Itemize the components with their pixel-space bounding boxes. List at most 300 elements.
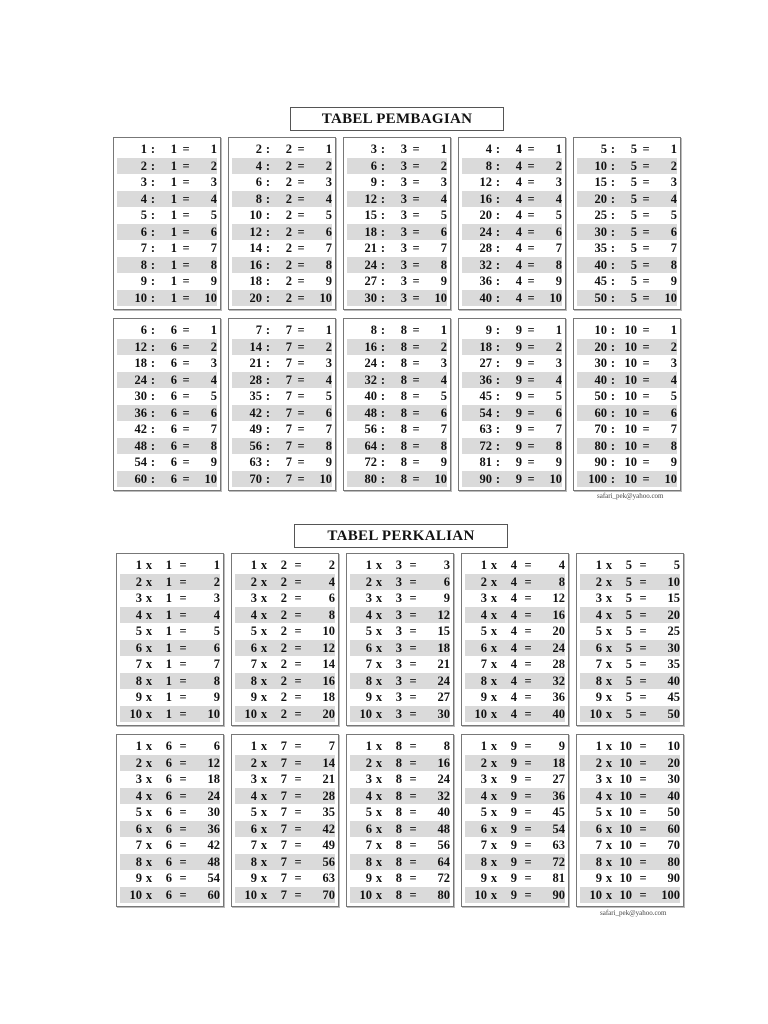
equals-sign: = bbox=[524, 640, 532, 655]
equals-sign: = bbox=[294, 838, 302, 852]
equals-sign: = bbox=[642, 208, 650, 222]
operand-a: 14 bbox=[249, 339, 262, 354]
result: 10 bbox=[204, 471, 217, 486]
equals-sign: = bbox=[639, 640, 647, 655]
result: 3 bbox=[325, 356, 332, 370]
operand-b: 1 bbox=[170, 257, 177, 272]
operand-a: 1 bbox=[365, 739, 372, 753]
table-row bbox=[347, 273, 447, 290]
operator: : bbox=[380, 224, 386, 239]
table-row bbox=[235, 656, 335, 673]
table-row bbox=[350, 837, 450, 854]
operand-a: 2 bbox=[595, 574, 602, 589]
operand-b: 6 bbox=[170, 323, 177, 337]
operator: : bbox=[610, 389, 616, 403]
operator: x bbox=[375, 657, 383, 671]
table-row bbox=[577, 372, 677, 389]
operand-a: 2 bbox=[365, 574, 372, 589]
equals-sign: = bbox=[294, 821, 302, 836]
operand-b: 5 bbox=[625, 690, 632, 704]
equals-sign: = bbox=[412, 422, 420, 436]
operand-a: 6 bbox=[250, 821, 257, 836]
operator: : bbox=[610, 372, 616, 387]
operand-a: 8 bbox=[255, 191, 262, 206]
operator: x bbox=[605, 821, 613, 836]
table-row bbox=[577, 273, 677, 290]
equals-sign: = bbox=[412, 191, 420, 206]
table-row bbox=[232, 421, 332, 438]
equals-sign: = bbox=[639, 690, 647, 704]
result: 54 bbox=[552, 821, 565, 836]
operand-a: 4 bbox=[595, 788, 602, 803]
table-row bbox=[120, 738, 220, 755]
equals-sign: = bbox=[524, 854, 532, 869]
operator: x bbox=[145, 657, 153, 671]
operand-a: 27 bbox=[479, 356, 492, 370]
table-row bbox=[350, 821, 450, 838]
table-row bbox=[465, 887, 565, 904]
equals-sign: = bbox=[182, 405, 190, 420]
operator: : bbox=[495, 158, 501, 173]
table-row bbox=[465, 738, 565, 755]
result: 3 bbox=[325, 175, 332, 189]
operator: x bbox=[605, 624, 613, 638]
table-row bbox=[465, 590, 565, 607]
operand-a: 30 bbox=[134, 389, 147, 403]
operator: : bbox=[495, 323, 501, 337]
operand-b: 4 bbox=[515, 257, 522, 272]
operand-a: 36 bbox=[479, 274, 492, 288]
equals-sign: = bbox=[412, 158, 420, 173]
operand-b: 1 bbox=[165, 574, 172, 589]
operator: x bbox=[260, 772, 268, 786]
equals-sign: = bbox=[297, 142, 305, 156]
operand-a: 32 bbox=[479, 257, 492, 272]
table-row bbox=[350, 738, 450, 755]
equals-sign: = bbox=[409, 887, 417, 902]
operator: x bbox=[490, 558, 498, 572]
operand-a: 18 bbox=[479, 339, 492, 354]
operand-b: 1 bbox=[170, 241, 177, 255]
table-row bbox=[465, 656, 565, 673]
table-row bbox=[462, 438, 562, 455]
operand-a: 14 bbox=[249, 241, 262, 255]
operator: : bbox=[610, 422, 616, 436]
table-row bbox=[232, 438, 332, 455]
operand-b: 3 bbox=[395, 591, 402, 605]
table-row bbox=[465, 574, 565, 591]
equals-sign: = bbox=[182, 274, 190, 288]
operator: : bbox=[610, 274, 616, 288]
operand-a: 4 bbox=[365, 607, 372, 622]
result: 20 bbox=[667, 755, 680, 770]
table-row bbox=[465, 607, 565, 624]
equals-sign: = bbox=[297, 241, 305, 255]
operand-b: 3 bbox=[400, 224, 407, 239]
result: 16 bbox=[322, 673, 335, 688]
operator: : bbox=[265, 208, 271, 222]
operand-b: 7 bbox=[280, 739, 287, 753]
result: 4 bbox=[440, 372, 447, 387]
equals-sign: = bbox=[524, 690, 532, 704]
operand-a: 6 bbox=[595, 821, 602, 836]
multiplication-title: TABEL PERKALIAN bbox=[294, 524, 508, 548]
operand-b: 7 bbox=[280, 854, 287, 869]
equals-sign: = bbox=[527, 142, 535, 156]
result: 1 bbox=[670, 142, 677, 156]
operand-b: 5 bbox=[630, 257, 637, 272]
operand-a: 45 bbox=[594, 274, 607, 288]
result: 40 bbox=[667, 788, 680, 803]
operand-b: 8 bbox=[400, 372, 407, 387]
equals-sign: = bbox=[179, 657, 187, 671]
equals-sign: = bbox=[524, 871, 532, 885]
result: 6 bbox=[670, 224, 677, 239]
operand-a: 60 bbox=[134, 471, 147, 486]
equals-sign: = bbox=[409, 706, 417, 721]
operand-b: 4 bbox=[515, 142, 522, 156]
table-row bbox=[580, 771, 680, 788]
operand-a: 56 bbox=[364, 422, 377, 436]
operand-a: 8 bbox=[250, 854, 257, 869]
table-row bbox=[465, 771, 565, 788]
operand-a: 8 bbox=[135, 854, 142, 869]
operand-a: 2 bbox=[480, 574, 487, 589]
result: 12 bbox=[207, 755, 220, 770]
operand-b: 8 bbox=[400, 389, 407, 403]
multiplication-table-2 bbox=[231, 553, 339, 726]
equals-sign: = bbox=[179, 772, 187, 786]
equals-sign: = bbox=[409, 690, 417, 704]
equals-sign: = bbox=[409, 624, 417, 638]
equals-sign: = bbox=[527, 175, 535, 189]
operator: x bbox=[490, 887, 498, 902]
operand-b: 1 bbox=[165, 673, 172, 688]
operator: x bbox=[375, 788, 383, 803]
equals-sign: = bbox=[297, 372, 305, 387]
table-row bbox=[580, 837, 680, 854]
operator: x bbox=[260, 657, 268, 671]
result: 4 bbox=[670, 191, 677, 206]
operand-a: 1 bbox=[135, 739, 142, 753]
operator: : bbox=[495, 208, 501, 222]
operator: x bbox=[145, 838, 153, 852]
result: 10 bbox=[204, 290, 217, 305]
table-row bbox=[235, 887, 335, 904]
table-row bbox=[232, 273, 332, 290]
operand-b: 8 bbox=[395, 739, 402, 753]
operand-b: 9 bbox=[515, 422, 522, 436]
table-row bbox=[350, 870, 450, 887]
equals-sign: = bbox=[182, 257, 190, 272]
operand-a: 10 bbox=[129, 706, 142, 721]
operand-b: 2 bbox=[285, 208, 292, 222]
equals-sign: = bbox=[294, 871, 302, 885]
equals-sign: = bbox=[409, 591, 417, 605]
result: 42 bbox=[322, 821, 335, 836]
operand-a: 7 bbox=[365, 838, 372, 852]
operand-b: 1 bbox=[170, 158, 177, 173]
division-table-6 bbox=[113, 318, 221, 491]
result: 9 bbox=[555, 455, 562, 469]
table-row bbox=[580, 738, 680, 755]
result: 30 bbox=[207, 805, 220, 819]
table-row bbox=[232, 257, 332, 274]
table-row bbox=[232, 372, 332, 389]
equals-sign: = bbox=[182, 356, 190, 370]
operand-a: 18 bbox=[249, 274, 262, 288]
operand-b: 8 bbox=[395, 887, 402, 902]
multiplication-table-7 bbox=[231, 734, 339, 907]
table-row bbox=[232, 191, 332, 208]
operator: : bbox=[380, 405, 386, 420]
operator: : bbox=[495, 372, 501, 387]
equals-sign: = bbox=[297, 175, 305, 189]
operand-a: 7 bbox=[595, 838, 602, 852]
operator: : bbox=[380, 158, 386, 173]
operator: : bbox=[380, 208, 386, 222]
equals-sign: = bbox=[639, 838, 647, 852]
operand-b: 7 bbox=[280, 772, 287, 786]
operand-a: 9 bbox=[135, 871, 142, 885]
result: 49 bbox=[322, 838, 335, 852]
operator: : bbox=[265, 224, 271, 239]
operator: x bbox=[260, 624, 268, 638]
operand-b: 2 bbox=[285, 224, 292, 239]
table-row bbox=[580, 870, 680, 887]
operand-b: 1 bbox=[170, 224, 177, 239]
result: 7 bbox=[210, 422, 217, 436]
table-row bbox=[117, 141, 217, 158]
operand-b: 2 bbox=[280, 558, 287, 572]
operand-b: 4 bbox=[515, 208, 522, 222]
equals-sign: = bbox=[527, 422, 535, 436]
equals-sign: = bbox=[297, 356, 305, 370]
result: 20 bbox=[552, 624, 565, 638]
operator: : bbox=[495, 224, 501, 239]
operand-b: 9 bbox=[515, 471, 522, 486]
operator: x bbox=[260, 805, 268, 819]
equals-sign: = bbox=[527, 438, 535, 453]
equals-sign: = bbox=[182, 455, 190, 469]
operand-b: 10 bbox=[624, 372, 637, 387]
table-row bbox=[347, 191, 447, 208]
operator: x bbox=[260, 591, 268, 605]
operator: x bbox=[145, 772, 153, 786]
operator: : bbox=[265, 158, 271, 173]
operator: : bbox=[380, 142, 386, 156]
operator: x bbox=[145, 591, 153, 605]
equals-sign: = bbox=[294, 558, 302, 572]
operand-b: 8 bbox=[395, 772, 402, 786]
operator: x bbox=[145, 673, 153, 688]
operator: : bbox=[610, 405, 616, 420]
operand-a: 24 bbox=[364, 356, 377, 370]
equals-sign: = bbox=[409, 788, 417, 803]
operand-a: 16 bbox=[249, 257, 262, 272]
result: 6 bbox=[670, 405, 677, 420]
table-row bbox=[350, 804, 450, 821]
table-row bbox=[232, 290, 332, 307]
table-row bbox=[117, 240, 217, 257]
table-row bbox=[117, 257, 217, 274]
operand-b: 2 bbox=[285, 257, 292, 272]
table-row bbox=[577, 405, 677, 422]
table-row bbox=[347, 290, 447, 307]
operand-b: 5 bbox=[630, 191, 637, 206]
operator: x bbox=[605, 805, 613, 819]
operand-b: 9 bbox=[515, 389, 522, 403]
operand-b: 2 bbox=[285, 290, 292, 305]
operand-b: 1 bbox=[165, 706, 172, 721]
operator: : bbox=[495, 290, 501, 305]
table-row bbox=[347, 174, 447, 191]
operand-b: 6 bbox=[170, 438, 177, 453]
equals-sign: = bbox=[294, 706, 302, 721]
result: 15 bbox=[667, 591, 680, 605]
result: 6 bbox=[210, 405, 217, 420]
operand-a: 90 bbox=[594, 455, 607, 469]
equals-sign: = bbox=[642, 339, 650, 354]
table-row bbox=[350, 607, 450, 624]
result: 2 bbox=[440, 158, 447, 173]
operator: : bbox=[495, 274, 501, 288]
table-row bbox=[235, 623, 335, 640]
table-row bbox=[462, 421, 562, 438]
operand-b: 5 bbox=[630, 158, 637, 173]
operand-a: 16 bbox=[364, 339, 377, 354]
operand-a: 40 bbox=[364, 389, 377, 403]
operand-a: 3 bbox=[135, 772, 142, 786]
operator: x bbox=[145, 739, 153, 753]
operator: x bbox=[605, 739, 613, 753]
operand-a: 4 bbox=[140, 191, 147, 206]
result: 9 bbox=[443, 591, 450, 605]
result: 28 bbox=[322, 788, 335, 803]
result: 6 bbox=[440, 405, 447, 420]
operand-b: 8 bbox=[400, 356, 407, 370]
equals-sign: = bbox=[639, 772, 647, 786]
operator: : bbox=[610, 241, 616, 255]
table-row bbox=[350, 755, 450, 772]
operator: x bbox=[375, 558, 383, 572]
result: 90 bbox=[667, 871, 680, 885]
operator: x bbox=[605, 558, 613, 572]
operator: : bbox=[610, 471, 616, 486]
result: 2 bbox=[325, 339, 332, 354]
result: 50 bbox=[667, 706, 680, 721]
operator: x bbox=[375, 887, 383, 902]
result: 18 bbox=[437, 640, 450, 655]
equals-sign: = bbox=[524, 706, 532, 721]
operand-b: 7 bbox=[285, 438, 292, 453]
result: 48 bbox=[437, 821, 450, 836]
operand-a: 3 bbox=[595, 591, 602, 605]
equals-sign: = bbox=[524, 574, 532, 589]
equals-sign: = bbox=[179, 591, 187, 605]
result: 14 bbox=[322, 657, 335, 671]
equals-sign: = bbox=[297, 257, 305, 272]
operator: x bbox=[260, 574, 268, 589]
operator: x bbox=[490, 574, 498, 589]
result: 24 bbox=[207, 788, 220, 803]
result: 6 bbox=[555, 405, 562, 420]
table-row bbox=[347, 322, 447, 339]
equals-sign: = bbox=[527, 257, 535, 272]
operand-b: 4 bbox=[515, 175, 522, 189]
operator: x bbox=[490, 640, 498, 655]
operand-b: 1 bbox=[165, 591, 172, 605]
operator: : bbox=[495, 356, 501, 370]
operator: x bbox=[375, 821, 383, 836]
result: 10 bbox=[322, 624, 335, 638]
operator: : bbox=[265, 257, 271, 272]
equals-sign: = bbox=[182, 191, 190, 206]
operand-b: 10 bbox=[624, 389, 637, 403]
operand-b: 5 bbox=[630, 290, 637, 305]
table-row bbox=[577, 339, 677, 356]
result: 1 bbox=[555, 323, 562, 337]
table-row bbox=[120, 854, 220, 871]
operand-b: 5 bbox=[625, 657, 632, 671]
equals-sign: = bbox=[297, 471, 305, 486]
equals-sign: = bbox=[412, 208, 420, 222]
operand-b: 5 bbox=[630, 241, 637, 255]
operand-b: 4 bbox=[515, 191, 522, 206]
operand-b: 9 bbox=[510, 854, 517, 869]
result: 8 bbox=[443, 739, 450, 753]
operand-b: 4 bbox=[515, 224, 522, 239]
equals-sign: = bbox=[294, 887, 302, 902]
operator: : bbox=[610, 438, 616, 453]
result: 9 bbox=[213, 690, 220, 704]
operator: : bbox=[150, 356, 156, 370]
operator: x bbox=[145, 624, 153, 638]
operand-b: 8 bbox=[395, 755, 402, 770]
equals-sign: = bbox=[297, 290, 305, 305]
operator: x bbox=[145, 788, 153, 803]
operand-a: 1 bbox=[595, 739, 602, 753]
result: 8 bbox=[325, 438, 332, 453]
operand-a: 7 bbox=[255, 323, 262, 337]
operand-a: 35 bbox=[249, 389, 262, 403]
operand-a: 2 bbox=[255, 142, 262, 156]
table-row bbox=[580, 854, 680, 871]
operator: : bbox=[380, 323, 386, 337]
result: 8 bbox=[670, 438, 677, 453]
result: 7 bbox=[325, 241, 332, 255]
table-row bbox=[120, 887, 220, 904]
operand-a: 6 bbox=[140, 224, 147, 239]
table-row bbox=[117, 174, 217, 191]
table-row bbox=[350, 640, 450, 657]
equals-sign: = bbox=[297, 438, 305, 453]
operand-b: 5 bbox=[630, 208, 637, 222]
table-row bbox=[235, 837, 335, 854]
table-row bbox=[117, 273, 217, 290]
operand-b: 5 bbox=[630, 142, 637, 156]
operand-a: 10 bbox=[244, 706, 257, 721]
operand-b: 6 bbox=[170, 455, 177, 469]
equals-sign: = bbox=[412, 471, 420, 486]
table-row bbox=[580, 673, 680, 690]
result: 2 bbox=[213, 574, 220, 589]
operand-b: 5 bbox=[625, 574, 632, 589]
table-row bbox=[232, 158, 332, 175]
operand-a: 9 bbox=[595, 871, 602, 885]
operand-a: 4 bbox=[255, 158, 262, 173]
result: 24 bbox=[437, 673, 450, 688]
